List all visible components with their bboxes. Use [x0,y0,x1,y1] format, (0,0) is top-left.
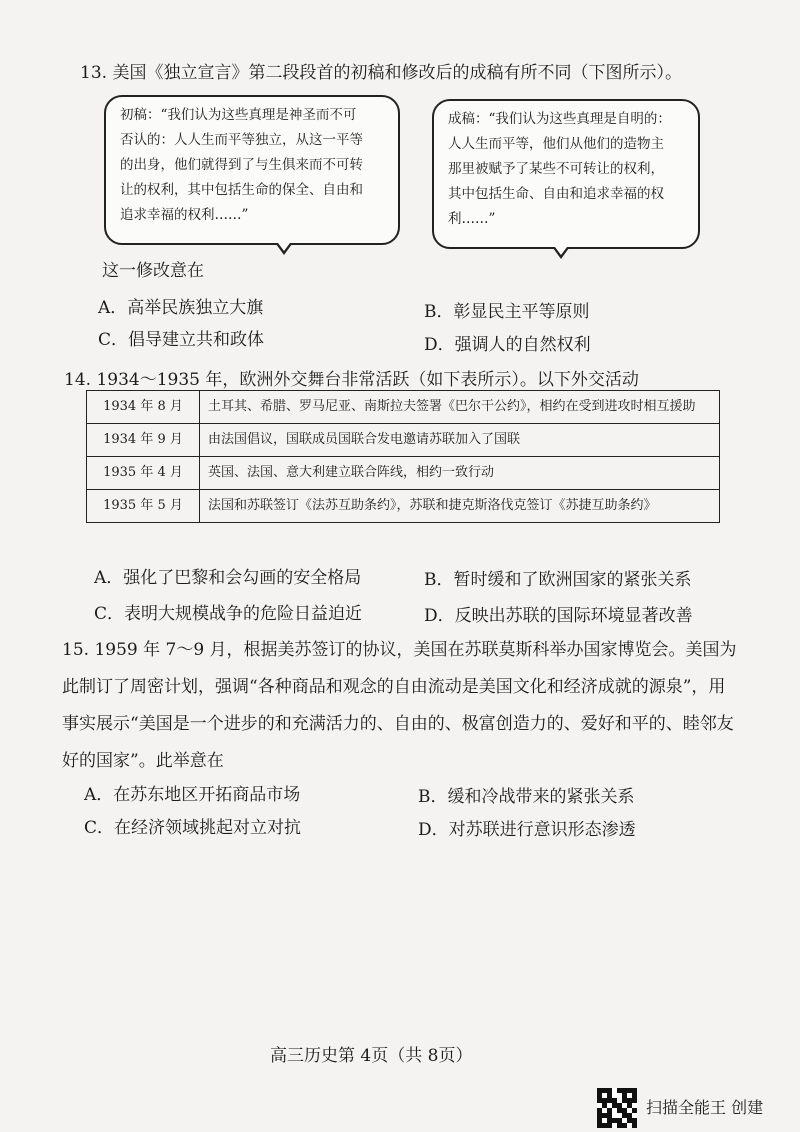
table-cell-event: 英国、法国、意大利建立联合阵线，相约一致行动 [200,457,720,490]
table-row [87,490,720,523]
final-line: 那里被赋予了某些不可转让的权利， [448,161,664,177]
scanner-watermark: 扫描全能王 创建 [646,1098,764,1117]
q14-events-table [86,390,720,523]
q13-stem: 13. 美国《独立宣言》第二段段首的初稿和修改后的成稿有所不同（下图所示）。 [80,63,682,83]
q14-option-b[interactable]: B．暂时缓和了欧洲国家的紧张关系 [424,570,692,590]
draft-line: 追求幸福的权利……” [120,207,249,223]
table-row [87,424,720,457]
final-line: 人人生而平等，他们从他们的造物主 [448,136,664,152]
table-cell-date: 1934 年 8 月 [87,391,200,424]
q15-stem: 15. 1959 年 7～9 月，根据美苏签订的协议，美国在苏联莫斯科举办国家博览会。美国为此制订了周密计划，强调“各种商品和观念的自由流动是美国文化和经济成就的源泉”，用事实展示“美国是一个进步的和充满活力的、自由的、极富创造力的、爱好和平的、睦邻友好的国家”。此举意在 [62,640,737,771]
q13-option-d[interactable]: D．强调人的自然权利 [424,335,591,355]
table-row [87,391,720,424]
q14-option-c[interactable]: C．表明大规模战争的危险日益迫近 [94,604,363,624]
table-cell-event: 土耳其、希腊、罗马尼亚、南斯拉夫签署《巴尔干公约》，相约在受到进攻时相互援助 [200,391,720,424]
q15-option-b[interactable]: B．缓和冷战带来的紧张关系 [418,787,635,807]
q14-option-a[interactable]: A．强化了巴黎和会勾画的安全格局 [94,568,362,588]
q15-option-a[interactable]: A．在苏东地区开拓商品市场 [84,785,301,805]
table-cell-event: 由法国倡议，国联成员国联合发电邀请苏联加入了国联 [200,424,720,457]
table-cell-date: 1935 年 4 月 [87,457,200,490]
q15-option-c[interactable]: C．在经济领域挑起对立对抗 [84,818,302,838]
q13-final-bubble [432,99,700,249]
q15-option-d[interactable]: D．对苏联进行意识形态渗透 [418,820,636,840]
draft-bubble-tail-fill [278,243,290,251]
page-number: 高三历史第 4页（共 8页） [270,1046,473,1066]
q13-option-a[interactable]: A．高举民族独立大旗 [98,298,264,318]
q14-option-d[interactable]: D．反映出苏联的国际环境显著改善 [424,606,693,626]
draft-line: 否认的：人人生而平等独立，从这一平等 [120,132,363,148]
draft-line: 初稿：“我们认为这些真理是神圣而不可 [120,107,357,123]
draft-line: 让的权利，其中包括生命的保全、自由和 [120,182,363,198]
q13-draft-bubble [104,95,400,245]
final-bubble-tail-fill [555,247,567,255]
q13-option-b[interactable]: B．彰显民主平等原则 [424,302,590,322]
final-line: 其中包括生命、自由和追求幸福的权 [448,186,664,202]
q13-prompt: 这一修改意在 [102,261,204,281]
table-cell-date: 1935 年 5 月 [87,490,200,523]
table-cell-date: 1934 年 9 月 [87,424,200,457]
q13-option-c[interactable]: C．倡导建立共和政体 [98,330,265,350]
q14-stem: 14. 1934～1935 年，欧洲外交舞台非常活跃（如下表所示）。以下外交活动 [64,370,639,390]
qr-code-icon [597,1088,637,1128]
final-line: 利……” [448,211,496,227]
draft-line: 的出身，他们就得到了与生俱来而不可转 [120,157,363,173]
table-row [87,457,720,490]
final-line: 成稿：“我们认为这些真理是自明的： [448,111,671,127]
table-cell-event: 法国和苏联签订《法苏互助条约》，苏联和捷克斯洛伐克签订《苏捷互助条约》 [200,490,720,523]
